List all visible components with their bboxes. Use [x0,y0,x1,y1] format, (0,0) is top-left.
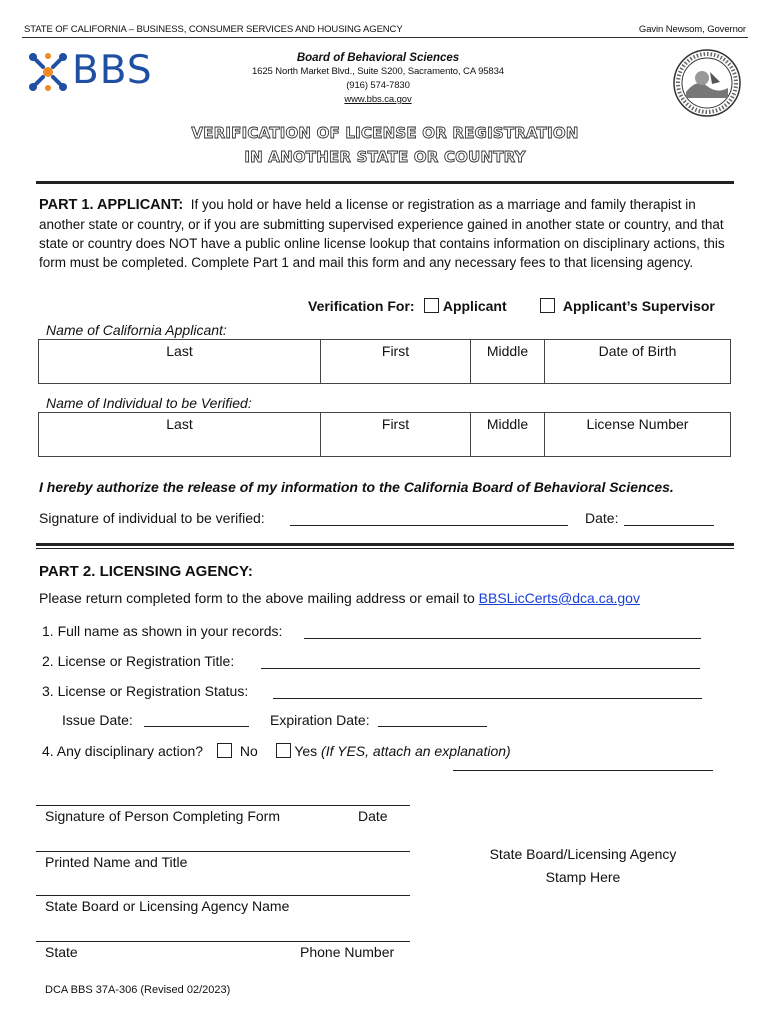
part-divider-thick [36,543,734,546]
part-divider-thin [36,548,734,549]
agency-name-label: State Board or Licensing Agency Name [45,898,290,914]
stamp-line1: State Board/Licensing Agency [489,846,677,862]
q4-label: 4. Any disciplinary action? [42,743,204,759]
board-name: Board of Behavioral Sciences [296,52,460,64]
applicant-dob-field[interactable]: Date of Birth [545,340,731,384]
agency-name-line[interactable] [36,895,410,896]
license-status-field[interactable] [273,698,702,699]
issue-date-label: Issue Date: [62,712,133,728]
part1-intro-text: If you hold or have held a license or registration as a marriage and family therapist in another state or country, or if you are submitting supervised experience gained in another state or country, and that state or country does NOT have a public online license lookup that contains information on disciplinary actions, this form must be completed. Complete Part 1 and mail this form and any necessary fees to that licensing agency. [39,197,725,270]
bbs-logo [26,50,176,94]
verified-middle-field[interactable]: Middle [471,413,545,457]
stamp-line2: Stamp Here [545,869,621,885]
signature-person-line[interactable] [36,805,410,806]
applicant-name-table [38,339,731,384]
board-address: 1625 North Market Blvd., Suite S200, Sacramento, CA 95834 [251,66,504,77]
board-info [230,51,526,107]
yes-label: Yes [294,743,318,759]
state-phone-line[interactable] [36,941,410,942]
explanation-field[interactable] [453,770,713,771]
return-instructions [39,590,640,606]
verified-last-field[interactable]: Last [39,413,321,457]
part2-heading: PART 2. LICENSING AGENCY: [39,563,253,580]
applicant-middle-field[interactable]: Middle [471,340,545,384]
governor-name: Gavin Newsom, Governor [638,24,746,35]
part1-intro [39,195,729,272]
verified-first-field[interactable]: First [321,413,471,457]
stamp-area [470,843,696,889]
signature-date-label: Date [358,808,388,824]
q2-label: 2. License or Registration Title: [42,653,235,669]
applicant-checkbox[interactable] [424,298,439,313]
q1-label: 1. Full name as shown in your records: [42,623,283,639]
state-seal-icon [672,48,742,118]
applicant-last-field[interactable]: Last [39,340,321,384]
q4 [42,743,511,759]
disciplinary-yes-checkbox[interactable] [276,743,291,758]
printed-name-label: Printed Name and Title [45,854,188,870]
q3-label: 3. License or Registration Status: [42,683,249,699]
supervisor-option-label: Applicant’s Supervisor [562,298,715,314]
signature-field[interactable] [290,525,568,526]
title-rule [36,181,734,184]
applicant-first-field[interactable]: First [321,340,471,384]
license-title-field[interactable] [261,668,700,669]
yes-note: (If YES, attach an explanation) [321,743,511,759]
verified-name-table [38,412,731,457]
disciplinary-no-checkbox[interactable] [217,743,232,758]
applicant-section-label: Name of California Applicant: [46,322,227,338]
bbs-logo-mark-icon [26,50,70,94]
agency-line: STATE OF CALIFORNIA – BUSINESS, CONSUMER SERVICES AND HOUSING AGENCY [24,24,403,35]
form-title-line1: VERIFICATION OF LICENSE OR REGISTRATION [191,124,579,142]
form-id: DCA BBS 37A-306 (Revised 02/2023) [45,984,231,996]
supervisor-checkbox[interactable] [540,298,555,313]
bbs-logo-text: BBS [72,48,153,93]
date-field[interactable] [624,525,714,526]
signature-person-label: Signature of Person Completing Form [45,808,280,824]
authorization-statement: I hereby authorize the release of my information to the California Board of Behavioral Sciences. [39,479,674,495]
issue-date-field[interactable] [144,726,249,727]
no-label: No [239,743,258,759]
signature-label: Signature of individual to be verified: [39,510,265,526]
date-label: Date: [585,510,619,526]
verification-for [308,298,507,314]
verified-section-label: Name of Individual to be Verified: [46,395,252,411]
expiration-date-field[interactable] [378,726,487,727]
printed-name-line[interactable] [36,851,410,852]
email-link[interactable]: BBSLicCerts@dca.ca.gov [478,590,640,606]
board-phone: (916) 574-7830 [346,80,410,91]
applicant-option-label: Applicant [442,298,507,314]
part1-heading: PART 1. APPLICANT: [39,197,184,213]
state-label: State [45,944,78,960]
phone-number-label: Phone Number [300,944,395,960]
return-text: Please return completed form to the above mailing address or email to [39,590,475,606]
board-website[interactable]: www.bbs.ca.gov [344,94,412,105]
supervisor-option [540,298,715,314]
full-name-field[interactable] [304,638,701,639]
verified-license-field[interactable]: License Number [545,413,731,457]
expiration-date-label: Expiration Date: [270,712,370,728]
header-rule [22,37,748,38]
verification-for-label: Verification For: [308,298,415,314]
form-title-line2: IN ANOTHER STATE OR COUNTRY [244,148,526,166]
